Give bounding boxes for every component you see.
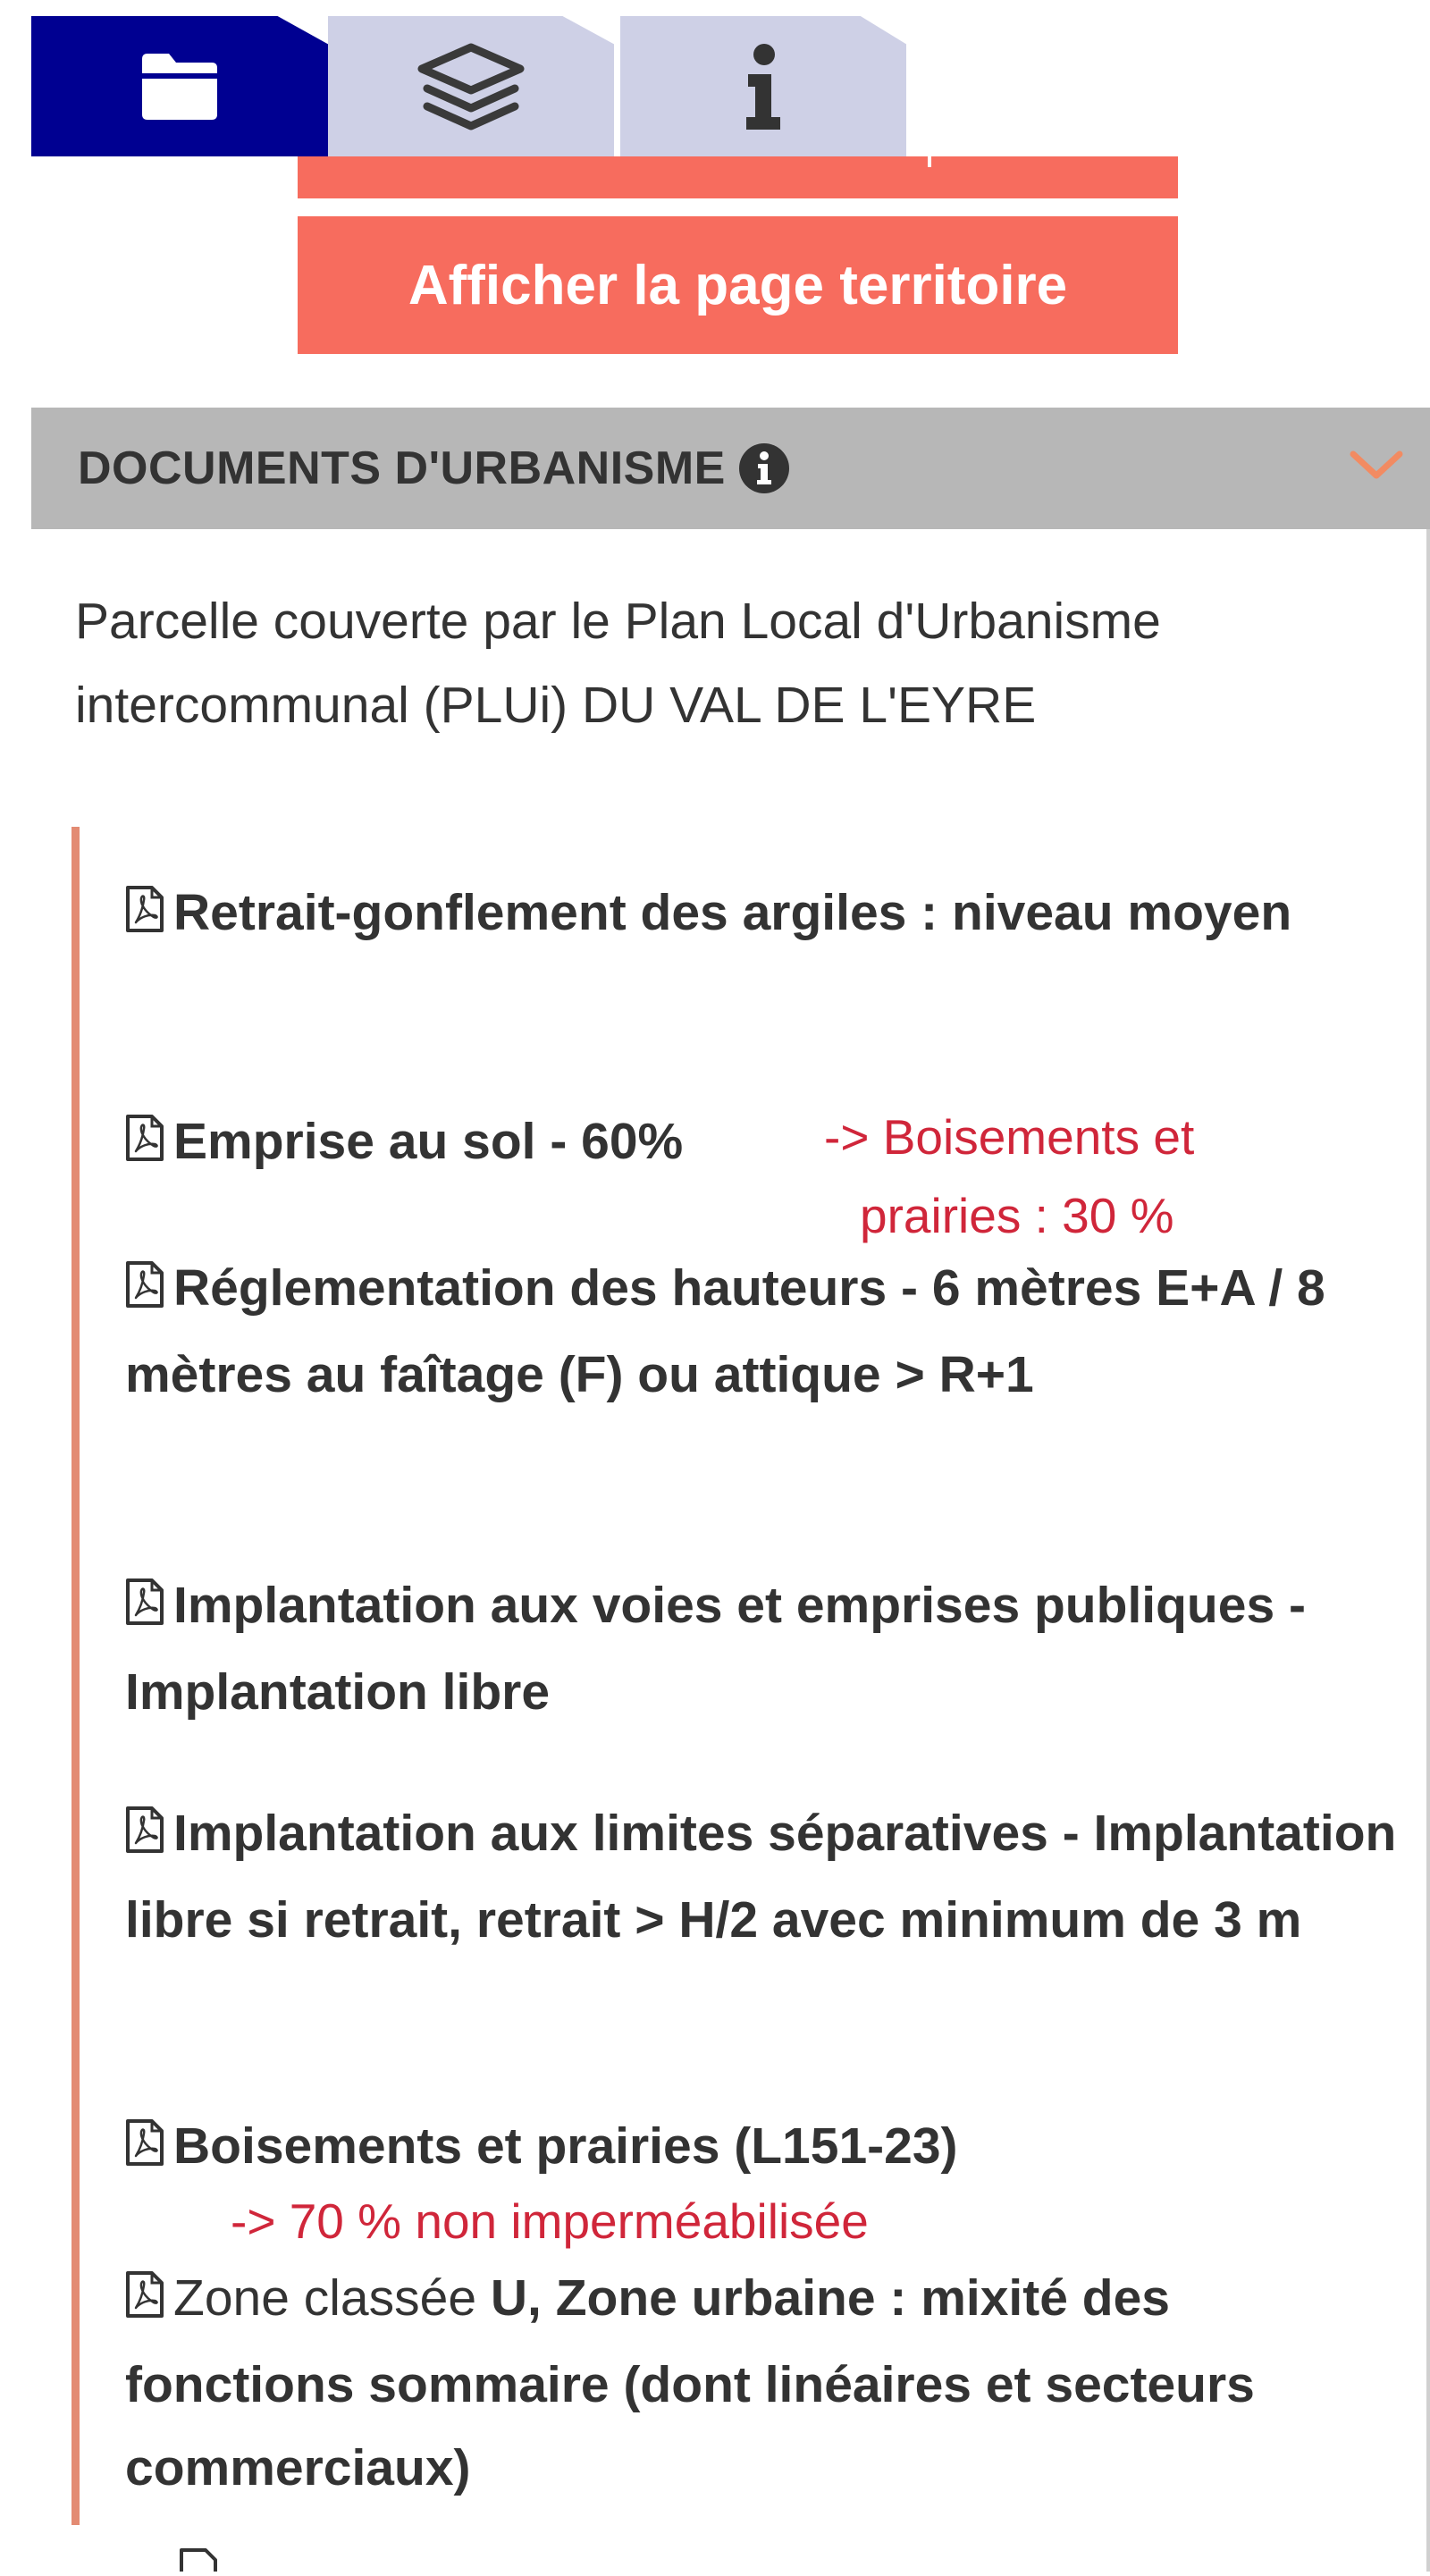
tab-folder[interactable] (31, 16, 328, 156)
pdf-icon (125, 1250, 164, 1334)
pdf-icon (125, 1796, 164, 1879)
item-label: Implantation aux limites séparatives - Implantation libre si retrait, retrait > H/2 avec minimum de 3 m (125, 1805, 1397, 1949)
document-item-boisements[interactable] (125, 2105, 1412, 2192)
pdf-icon-partial (179, 2547, 218, 2576)
panel-border (1426, 529, 1430, 2572)
pdf-icon (125, 1568, 164, 1651)
info-circle-icon[interactable] (738, 442, 790, 494)
folder-icon (137, 52, 223, 122)
item-label: Boisements et prairies (L151-23) (173, 2117, 958, 2175)
annotation-boisements: -> 70 % non imperméabilisée (231, 2193, 869, 2249)
item-label: Retrait-gonflement des argiles : niveau moyen (173, 884, 1292, 941)
info-i-icon (741, 42, 786, 131)
annotation-emprise-line1: -> Boisements et (824, 1109, 1195, 1165)
document-item-retrait-gonflement[interactable] (125, 871, 1412, 958)
pdf-icon (125, 1104, 164, 1187)
document-item-implantation-voies[interactable] (125, 1564, 1412, 1734)
accent-line (72, 827, 80, 2525)
documents-urbanisme-header[interactable] (31, 408, 1430, 529)
document-item-zone-classee[interactable] (125, 2257, 1412, 2510)
show-territory-page-button[interactable]: Afficher la page territoire (298, 216, 1178, 354)
annotation-emprise-line2: prairies : 30 % (860, 1188, 1174, 1243)
document-item-implantation-limites[interactable] (125, 1792, 1412, 1962)
partial-button[interactable] (298, 156, 1178, 198)
chevron-down-icon[interactable] (1348, 447, 1405, 487)
item-label: Implantation aux voies et emprises publiques - Implantation libre (125, 1577, 1306, 1721)
tab-info[interactable] (620, 16, 906, 156)
item-label-normal: Zone classée (173, 2269, 491, 2327)
layers-icon (415, 42, 527, 131)
pdf-icon (125, 2109, 164, 2192)
document-item-emprise-sol[interactable] (125, 1100, 1412, 1187)
tab-bar (0, 0, 1430, 156)
item-label: Emprise au sol - 60% (173, 1113, 684, 1170)
parcel-coverage-text: Parcelle couverte par le Plan Local d'Urbanisme intercommunal (PLUi) DU VAL DE L'EYRE (75, 593, 1161, 734)
item-label: Réglementation des hauteurs - 6 mètres E+A / 8 mètres au faîtage (F) ou attique > R+1 (125, 1259, 1325, 1403)
document-item-hauteurs[interactable] (125, 1247, 1412, 1417)
section-title: DOCUMENTS D'URBANISME (78, 442, 726, 494)
pdf-icon (125, 875, 164, 958)
pdf-icon (125, 2260, 164, 2344)
item-label: U, Zone urbaine : mixité des fonctions sommaire (dont linéaires et secteurs commerciaux) (125, 2269, 1255, 2496)
tab-layers[interactable] (328, 16, 614, 156)
